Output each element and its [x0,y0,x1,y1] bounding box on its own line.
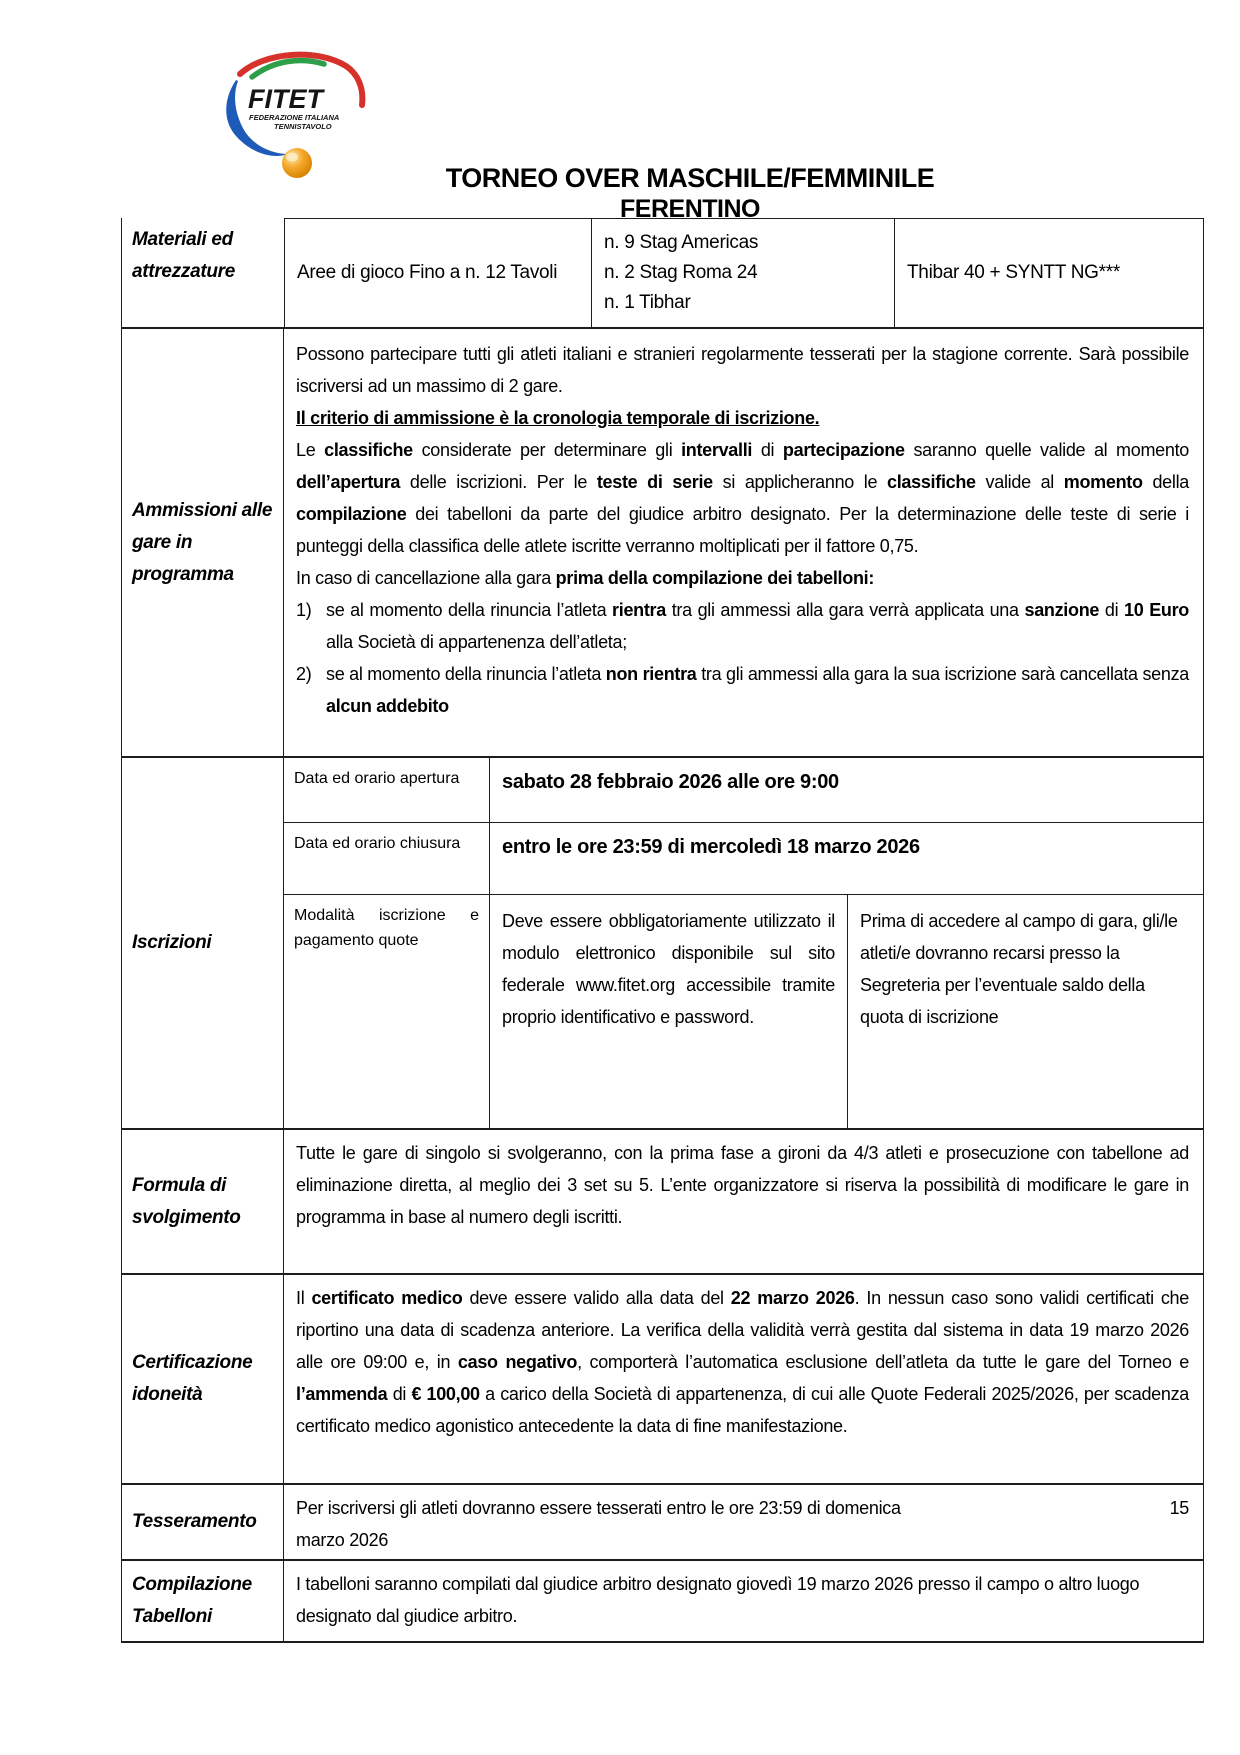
modalita-note: Prima di accedere al campo di gara, gli/le atleti/e dovranno recarsi presso la Segreteria per l’eventuale saldo della quota di iscrizione [860,911,1178,1027]
document-header [140,163,1240,224]
paragraph: Il criterio di ammissione è la cronologia temporale di iscrizione. [296,408,820,428]
row-iscrizioni-body [284,758,1203,1128]
cell-tavoli [591,219,894,327]
subrow-apertura [284,758,1203,822]
cell-aree-di-gioco: Aree di gioco Fino a n. 12 Tavoli [297,262,558,283]
logo-ball-highlight [286,153,298,162]
paragraph: Possono partecipare tutti gli atleti italiani e stranieri regolarmente tesserati per la stagione corrente. Sarà possibile iscriversi ad un massimo di 2 gare. [296,344,1189,396]
chiusura-value: entro le ore 23:59 di mercoledì 18 marzo 2026 [502,836,920,858]
list-item: 2) se al momento della rinuncia l’atleta non rientra tra gli ammessi alla gara la sua iscrizione sarà cancellata senza alcun addebito [296,658,1189,722]
page-subtitle: FERENTINO [620,195,760,223]
list-item: 1) se al momento della rinuncia l’atleta rientra tra gli ammessi alla gara verrà applicata una sanzione di 10 Euro alla Società di appartenenza dell’atleta; [296,594,1189,658]
chiusura-label: Data ed orario chiusura [284,823,490,894]
row-certificazione-label: Certificazione idoneità [122,1275,284,1483]
logo-subtext-2: TENNISTAVOLO [274,122,332,131]
modalita-label: Modalità iscrizione e pagamento quote [284,895,490,1128]
row-ammissioni [122,327,1203,756]
apertura-label: Data ed orario apertura [284,758,490,822]
row-formula-label: Formula di svolgimento [122,1130,284,1273]
tesseramento-day: 15 [1169,1498,1189,1518]
logo-wordmark: FITET [248,84,323,114]
cell-palline: Thibar 40 + SYNTT NG*** [894,219,1203,327]
table-line: n. 9 Stag Americas [604,232,759,253]
spec-table [121,218,1204,1643]
modalita-value: Deve essere obbligatoriamente utilizzato il modulo elettronico disponibile sul sito federale www.fitet.org accessibile tramite proprio identificativo e password. [490,895,848,1128]
row-formula [122,1128,1203,1273]
subrow-chiusura [284,822,1203,894]
row-materiali-cells [284,218,1203,327]
page-title: TORNEO OVER MASCHILE/FEMMINILE [445,163,935,193]
paragraph: In caso di cancellazione alla gara prima della compilazione dei tabelloni: [296,568,875,588]
list-item-number: 2) [296,664,312,684]
table-line: n. 1 Tibhar [604,292,691,313]
table-line: n. 2 Stag Roma 24 [604,262,758,283]
row-tesseramento-label: Tesseramento [122,1485,284,1559]
row-certificazione-body: Il certificato medico deve essere valido alla data del 22 marzo 2026. In nessun caso sono validi certificati che riportino una data di scadenza anteriore. La verifica della validità verrà gestita dal sistema in data 19 marzo 2026 alle ore 09:00 e, in caso negativo, comporterà l’automatica esclusione dell’atleta da tutte le gare del Torneo e l’ammenda di € 100,00 a carico della Società di appartenenza, di cui alle Quote Federali 2025/2026, per scadenza certificato medico agonistico antecedente la data di fine manifestazione. [296,1288,1190,1436]
row-compilazione-body: I tabelloni saranno compilati dal giudice arbitro designato giovedì 19 marzo 2026 presso il campo o altro luogo designato dal giudice arbitro. [296,1574,1140,1626]
row-certificazione [122,1273,1203,1483]
paragraph: Le classifiche considerate per determinare gli intervalli di partecipazione saranno quelle valide al momento dell’apertura delle iscrizioni. Per le teste di serie si applicheranno le classifiche valide al momento della compilazione dei tabelloni da parte del giudice arbitro designato. Per la determinazione delle teste di serie i punteggi della classifica delle atlete iscritte verranno moltiplicati per il fattore 0,75. [296,440,1189,556]
logo-subtext-1: FEDERAZIONE ITALIANA [249,113,340,122]
row-ammissioni-body [284,329,1203,756]
list-item-number: 1) [296,600,312,620]
apertura-value: sabato 28 febbraio 2026 alle ore 9:00 [502,771,839,793]
row-iscrizioni-label: Iscrizioni [122,758,284,1128]
row-compilazione [122,1559,1203,1641]
row-compilazione-label: Compilazione Tabelloni [122,1561,284,1641]
subrow-modalita [284,894,1203,1128]
row-iscrizioni [122,756,1203,1128]
tesseramento-line2: marzo 2026 [296,1530,389,1550]
row-formula-body: Tutte le gare di singolo si svolgeranno, con la prima fase a gironi da 4/3 atleti e prosecuzione con tabellone ad eliminazione diretta, al meglio dei 3 set su 5. L’ente organizzatore si riserva la possibilità di modificare le gare in programma in base al numero degli iscritti. [296,1143,1189,1227]
row-tesseramento-body [284,1485,1203,1559]
row-tesseramento [122,1483,1203,1559]
row-materiali-label: Materiali ed attrezzature [132,229,236,282]
row-materiali [122,218,1203,327]
row-ammissioni-label: Ammissioni alle gare in programma [122,329,284,756]
tesseramento-line1: Per iscriversi gli atleti dovranno essere tesserati entro le ore 23:59 di domenica 15 [296,1492,1189,1524]
